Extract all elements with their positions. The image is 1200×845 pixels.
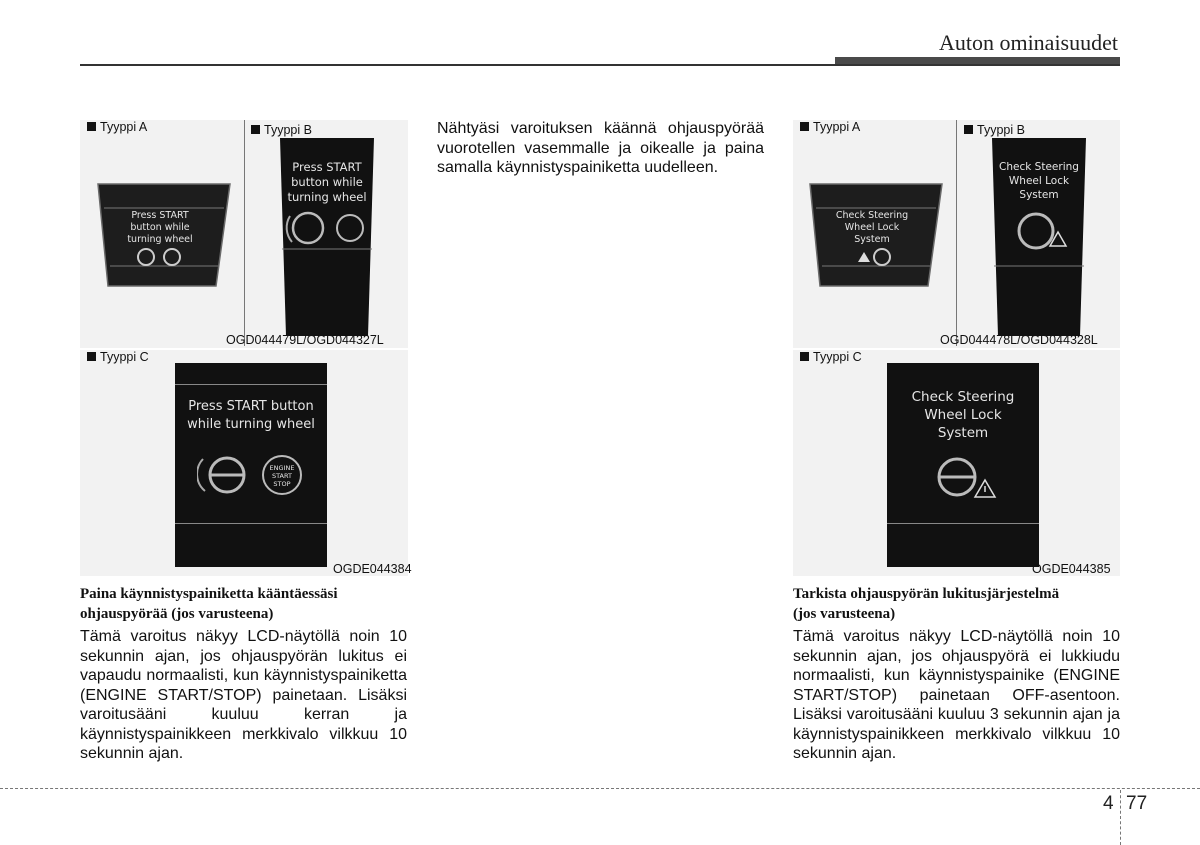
left-section-body: Tämä varoitus näkyy LCD-näytöllä noin 10 sekunnin ajan, jos ohjauspyörän lukitus ei vapaudu normaalisti, kun käynnistyspainiketta (ENGINE START/STOP) painetaan. Lisäksi varoitusääni kuuluu kerran ja käynnistyspainikkeen merkkivalo vilkkuu 10 sekunnin ajan. (80, 628, 407, 762)
left-start-stop-button-text: ENGINE START STOP (269, 464, 295, 488)
right-section-body: Tämä varoitus näkyy LCD-näytöllä noin 10 sekunnin ajan, jos ohjauspyörä ei lukkiudu normaalisti, kun käynnistyspainike (ENGINE START/STOP) painetaan OFF-asentoon. Lisäksi varoitusääni kuuluu 3 sekunnin ajan ja käynnistyspainikkeen merkkivalo vilkkuu 10 sekunnin ajan. (793, 628, 1120, 762)
right-type-a-label: Tyyppi A (800, 120, 860, 134)
left-type-c-label: Tyyppi C (87, 350, 149, 364)
lcd-bottom-rule (175, 523, 327, 524)
middle-section-body: Nähtyäsi varoituksen käännä ohjauspyörää vuorotellen vasemmalle ja oikealle ja paina samalla käynnistyspainiketta uudelleen. (437, 120, 764, 176)
left-figure-divider (244, 120, 245, 346)
left-type-b-label: Tyyppi B (251, 123, 312, 137)
lcd-top-rule (175, 384, 327, 385)
footer-page-divider (1120, 790, 1121, 845)
lcd-bottom-rule (887, 523, 1039, 524)
chapter-number: 4 (1103, 793, 1114, 814)
left-type-a-lcd-text: Press START button while turning wheel (127, 210, 193, 245)
right-figure-code-ab: OGD044478L/OGD044328L (940, 333, 1098, 347)
right-type-c-icons (933, 453, 1003, 503)
left-section-caption: Paina käynnistyspainiketta kääntäessäsi ohjauspyörää (jos varusteena) (80, 586, 338, 622)
right-figure-divider (956, 120, 957, 346)
right-type-a-lcd-text: Check Steering Wheel Lock System (835, 210, 909, 245)
left-type-b-lcd-text: Press START button while turning wheel (287, 160, 367, 204)
right-figure-code-c: OGDE044385 (1032, 562, 1111, 576)
left-type-c-display (175, 363, 327, 567)
header-rule (80, 64, 1120, 66)
right-type-c-label: Tyyppi C (800, 350, 862, 364)
left-type-c-lcd-text: Press START button while turning wheel (187, 399, 315, 432)
footer-rule (0, 788, 1200, 789)
left-figure-code-c: OGDE044384 (333, 562, 412, 576)
left-figure-code-ab: OGD044479L/OGD044327L (226, 333, 384, 347)
right-section-caption: Tarkista ohjauspyörän lukitusjärjestelmä (jos varusteena) (793, 586, 1060, 622)
page-number: 77 (1126, 793, 1148, 814)
page-header-title: Auton ominaisuudet (938, 30, 1118, 55)
left-type-a-label: Tyyppi A (87, 120, 147, 134)
right-type-b-label: Tyyppi B (964, 123, 1025, 137)
right-type-c-lcd-text: Check Steering Wheel Lock System (911, 389, 1015, 441)
right-type-b-lcd-text: Check Steering Wheel Lock System (999, 161, 1079, 201)
